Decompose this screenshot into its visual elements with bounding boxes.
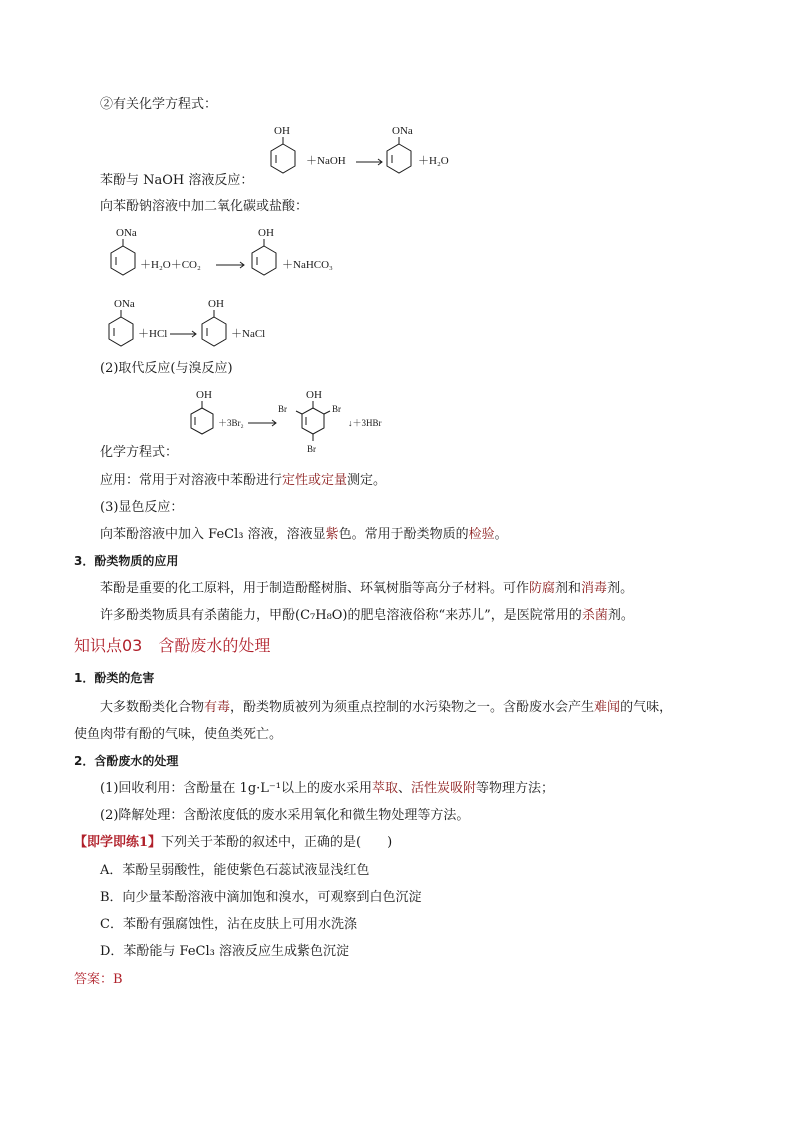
benzene-ring-phenol: [191, 389, 213, 434]
benzene-ring-phenol: [271, 125, 295, 173]
hazard-text: 大多数酚类化合物: [100, 700, 205, 715]
s3-p1-text-end: 剂。: [607, 581, 634, 596]
section3-paragraph-2: [100, 609, 634, 622]
color-text-end: 。: [494, 527, 508, 542]
color-reaction-heading: (3)显色反应：: [100, 500, 184, 515]
s3-p1-text: 苯酚是重要的化工原料，用于制造酚醛树脂、环氧树脂等高分子材料。可作: [100, 581, 530, 596]
oh-label: OH: [258, 227, 274, 239]
color-reaction-line: [100, 528, 508, 541]
co2-label: 向苯酚钠溶液中加二氧化碳或盐酸：: [100, 199, 309, 214]
benzene-ring-phenol: [252, 227, 276, 275]
color-highlight-test: 检验: [468, 527, 495, 542]
hazard-paragraph-2: 使鱼肉带有酚的气味，使鱼类死亡。: [74, 727, 283, 742]
option-c: C．苯酚有强腐蚀性，沾在皮肤上可用水洗涤: [100, 917, 357, 932]
oh-label: OH: [208, 298, 224, 310]
benzene-ring-tribromophenol: [278, 389, 341, 454]
treatment-degrade: (2)降解处理：含酚浓度低的废水采用氧化和微生物处理等方法。: [100, 808, 470, 823]
hazard-text-end: 的气味，: [620, 700, 673, 715]
equation-phenoxide-hcl: [104, 295, 284, 357]
hazard-paragraph-1: [100, 701, 672, 714]
s3-p1-text-mid: 剂和: [555, 581, 582, 596]
br-label-bottom: Br: [307, 444, 316, 454]
color-highlight-purple: 紫: [325, 527, 339, 542]
hazard-highlight-smell: 难闻: [594, 700, 621, 715]
ona-label: ONa: [116, 227, 137, 239]
color-text: 向苯酚溶液中加入 FeCl₃ 溶液，溶液显: [100, 527, 326, 542]
section3-paragraph-1: [100, 582, 633, 595]
treatment-text-end: 等物理方法；: [476, 781, 555, 796]
benzene-ring-phenoxide: [387, 125, 413, 173]
br-label-left: Br: [278, 404, 287, 414]
br-label-right: Br: [332, 404, 341, 414]
app-highlight: 定性或定量: [282, 473, 348, 488]
s3-p1-highlight-2: 消毒: [581, 581, 608, 596]
app-text: 应用：常用于对溶液中苯酚进行: [100, 473, 283, 488]
s3-p1-highlight-1: 防腐: [529, 581, 556, 596]
ona-label: ONa: [114, 298, 135, 310]
s3-p2-highlight: 杀菌: [581, 608, 608, 623]
hcl-reagent: ＋HCl: [138, 328, 168, 340]
s3-p2-text-end: 剂。: [607, 608, 634, 623]
exercise-question-text: 下列关于苯酚的叙述中，正确的是( ): [161, 835, 393, 850]
treatment-text: (1)回收利用：含酚量在 1g·L⁻¹以上的废水采用: [100, 781, 372, 796]
hazard-heading: 1．酚类的危害: [74, 671, 155, 685]
benzene-ring-phenoxide: [111, 227, 137, 275]
oh-label: OH: [274, 125, 290, 137]
nahco3-product: ＋NaHCO₃: [282, 259, 333, 271]
section3-heading: 3．酚类物质的应用: [74, 554, 179, 568]
h2o-co2-reagent: ＋H₂O＋CO₂: [140, 259, 201, 271]
equation-phenol-bromine: [186, 386, 406, 458]
treatment-highlight-carbon: 活性炭吸附: [411, 781, 477, 796]
option-a: A．苯酚呈弱酸性，能使紫色石蕊试液显浅红色: [100, 863, 370, 878]
hbr-product: ↓＋3HBr: [348, 418, 382, 428]
br2-reagent: ＋3Br₂: [218, 418, 244, 428]
nacl-product: ＋NaCl: [231, 328, 266, 340]
oh-label: OH: [306, 389, 322, 401]
knowledge-point-heading: 知识点03 含酚废水的处理: [74, 636, 271, 655]
option-d: D．苯酚能与 FeCl₃ 溶液反应生成紫色沉淀: [100, 944, 350, 959]
option-b: B．向少量苯酚溶液中滴加饱和溴水，可观察到白色沉淀: [100, 890, 422, 905]
treatment-recycle: [100, 782, 554, 795]
treatment-heading: 2．含酚废水的处理: [74, 754, 179, 768]
application-line: [100, 474, 386, 487]
color-text-mid: 色。常用于酚类物质的: [338, 527, 469, 542]
s3-p2-text: 许多酚类物质具有杀菌能力，甲酚(C₇H₈O)的肥皂溶液俗称“来苏儿”，是医院常用的: [100, 608, 582, 623]
app-text-end: 测定。: [347, 473, 387, 488]
treatment-highlight-extract: 萃取: [371, 781, 398, 796]
benzene-ring-phenoxide: [109, 298, 135, 346]
chem-eq-label: 化学方程式：: [100, 445, 179, 460]
hazard-text-mid: ，酚类物质被列为须重点控制的水污染物之一。含酚废水会产生: [230, 700, 595, 715]
exercise-label: 【即学即练1】: [74, 835, 162, 850]
ona-label: ONa: [392, 125, 413, 137]
equation-phenol-naoh: [262, 122, 472, 184]
treatment-text-mid: 、: [398, 781, 412, 796]
exercise-question: [74, 836, 392, 849]
hazard-highlight-toxic: 有毒: [204, 700, 231, 715]
answer: 答案：B: [74, 972, 123, 987]
equation-phenoxide-co2: [104, 224, 354, 286]
h2o-product: ＋H₂O: [418, 155, 449, 167]
substitution-heading: (2)取代反应(与溴反应): [100, 361, 233, 376]
naoh-label: 苯酚与 NaOH 溶液反应：: [100, 173, 254, 188]
oh-label: OH: [196, 389, 212, 401]
eq-heading: ②有关化学方程式：: [100, 97, 218, 112]
naoh-reagent: ＋NaOH: [306, 155, 346, 167]
benzene-ring-phenol: [202, 298, 226, 346]
